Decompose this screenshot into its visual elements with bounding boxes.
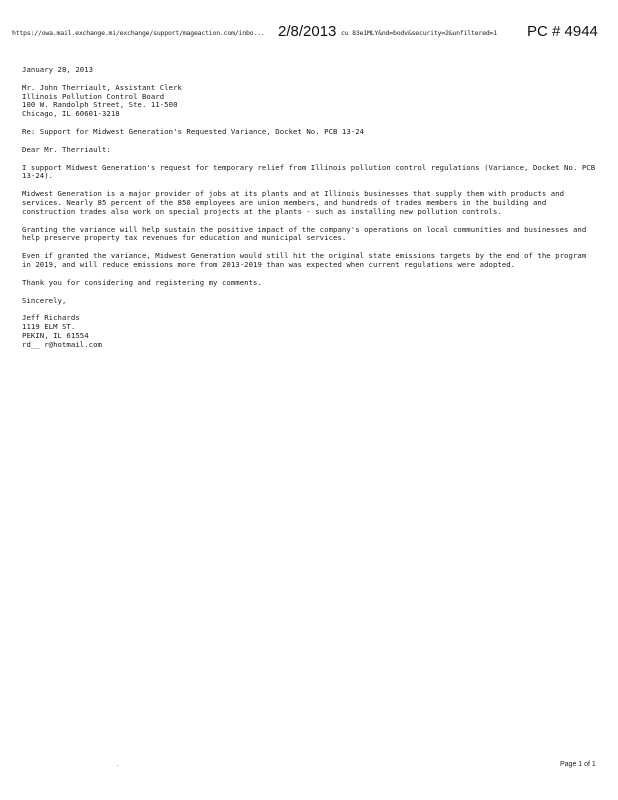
recipient-line: Illinois Pollution Control Board xyxy=(22,91,165,101)
footer-mark: . xyxy=(117,762,119,768)
signature-block xyxy=(22,314,597,349)
salutation: Dear Mr. Therriault: xyxy=(22,144,111,154)
paragraph: Granting the variance will help sustain the positive impact of the company's operations on local communities and businesses and help preserve property tax revenues for education and municipal services. xyxy=(22,224,587,243)
closing: Sincerely, xyxy=(22,295,67,305)
subject-line: Re: Support for Midwest Generation's Requested Variance, Docket No. PCB 13-24 xyxy=(22,126,365,136)
recipient-line: 100 W. Randolph Street, Ste. 11-500 xyxy=(22,100,178,110)
recipient-line: Mr. John Therriault, Assistant Clerk xyxy=(22,82,182,92)
paragraph: I support Midwest Generation's request for temporary relief from Illinois pollution control regulations (Variance, Docket No. PCB 13-24). xyxy=(22,162,596,181)
letter-body xyxy=(22,66,597,350)
paragraph: Even if granted the variance, Midwest Generation would still hit the original state emissions targets by the end of the program in 2019, and will reduce emissions more from 2013-2019 than was expected when current regulations were adopted. xyxy=(22,251,587,269)
signature-line: PEKIN, IL 61554 xyxy=(22,330,89,340)
recipient-line: Chicago, IL 60601-3218 xyxy=(22,109,120,119)
paragraph: Midwest Generation is a major provider of jobs at its plants and at Illinois businesses that supply them with products and services. Nearly 85 percent of the 850 employees are union members, and hundreds of trades members in the building and construction trades also work on special projects at the plants - such as installing new pollution controls. xyxy=(22,189,565,216)
pc-number: PC # 4944 xyxy=(527,23,598,40)
letter-date: January 28, 2013 xyxy=(22,65,94,74)
page-number: Page 1 of 1 xyxy=(560,761,596,768)
recipient-block xyxy=(22,84,597,119)
filing-date: 2/8/2013 xyxy=(278,23,337,40)
paragraph: Thank you for considering and registering my comments. xyxy=(22,277,262,287)
signature-line: Jeff Richards xyxy=(22,313,80,323)
signature-line: rd__ r@hotmail.com xyxy=(22,339,102,349)
signature-line: 1119 ELM ST. xyxy=(22,322,76,332)
header-url-tail: cu 83e1MLY&nd=bodv&security=2&unfiltered=1 xyxy=(341,29,497,37)
header-url: https://owa.mail.exchange.mi/exchange/support/mageaction.com/inbo... xyxy=(12,29,265,37)
